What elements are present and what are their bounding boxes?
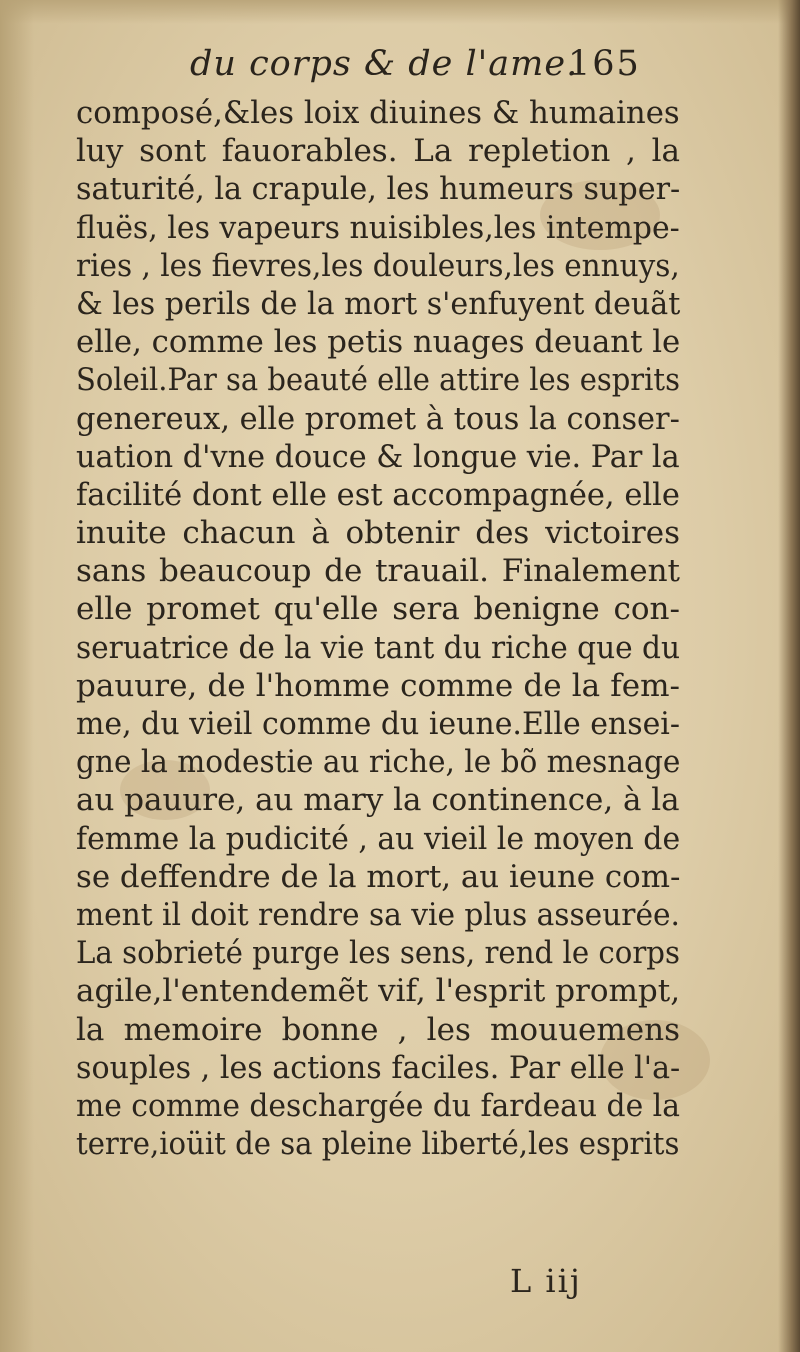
text-line: ment il doit rendre sa vie plus asseurée. (76, 896, 680, 933)
text-line: seruatrice de la vie tant du riche que du (76, 629, 681, 666)
page-right-edge (778, 0, 800, 1352)
text-line: fluës, les vapeurs nuisibles,les intempe- (76, 209, 680, 246)
text-line: agile,l'entendemẽt vif, l'esprit prompt, (76, 973, 681, 1010)
page-header (78, 40, 678, 96)
text-line: luy sont fauorables. La repletion , la (76, 133, 680, 170)
text-line: genereux, elle promet à tous la conser- (76, 400, 680, 437)
text-line: & les perils de la mort s'enfuyent deuãt (76, 285, 681, 322)
text-line: terre,ioüit de sa pleine liberté,les esprits (76, 1126, 680, 1163)
text-line: facilité dont elle est accompagnée, elle (76, 476, 680, 513)
text-line: la memoire bonne , les mouuemens (76, 1011, 680, 1048)
text-line: Soleil.Par sa beauté elle attire les esprits (76, 362, 680, 399)
text-line: gne la modestie au riche, le bõ mesnage (76, 744, 681, 781)
text-line: composé,&les loix diuines & humaines (76, 95, 680, 131)
signature-mark: L iij (510, 1262, 582, 1300)
text-line: elle, comme les petis nuages deuant le (76, 324, 681, 361)
text-line: sans beaucoup de trauail. Finalement (76, 553, 680, 590)
text-line: elle promet qu'elle sera benigne con- (76, 591, 680, 628)
text-line: saturité, la crapule, les humeurs super- (76, 171, 681, 208)
text-line: me comme deschargée du fardeau de la (76, 1087, 680, 1124)
running-title: du corps & de l'ame. (190, 44, 579, 84)
text-line: se deffendre de la mort, au ieune com- (76, 858, 681, 895)
page-gutter-shadow (0, 0, 34, 1352)
body-text (76, 94, 680, 1163)
text-line: au pauure, au mary la continence, à la (76, 782, 680, 819)
text-line: inuite chacun à obtenir des victoires (76, 515, 680, 552)
text-line: souples , les actions faciles. Par elle l'a- (76, 1049, 681, 1086)
text-line: ries , les fievres,les douleurs,les ennuys, (76, 247, 680, 284)
text-line: me, du vieil comme du ieune.Elle ensei- (76, 706, 681, 742)
text-line: femme la pudicité , au vieil le moyen de (76, 820, 681, 857)
text-line: pauure, de l'homme comme de la fem- (76, 667, 680, 704)
page-top-shadow (0, 0, 800, 24)
text-line: uation d'vne douce & longue vie. Par la (76, 438, 680, 475)
page-number: 165 (568, 44, 641, 84)
text-line: La sobrieté purge les sens, rend le corps (76, 935, 680, 972)
